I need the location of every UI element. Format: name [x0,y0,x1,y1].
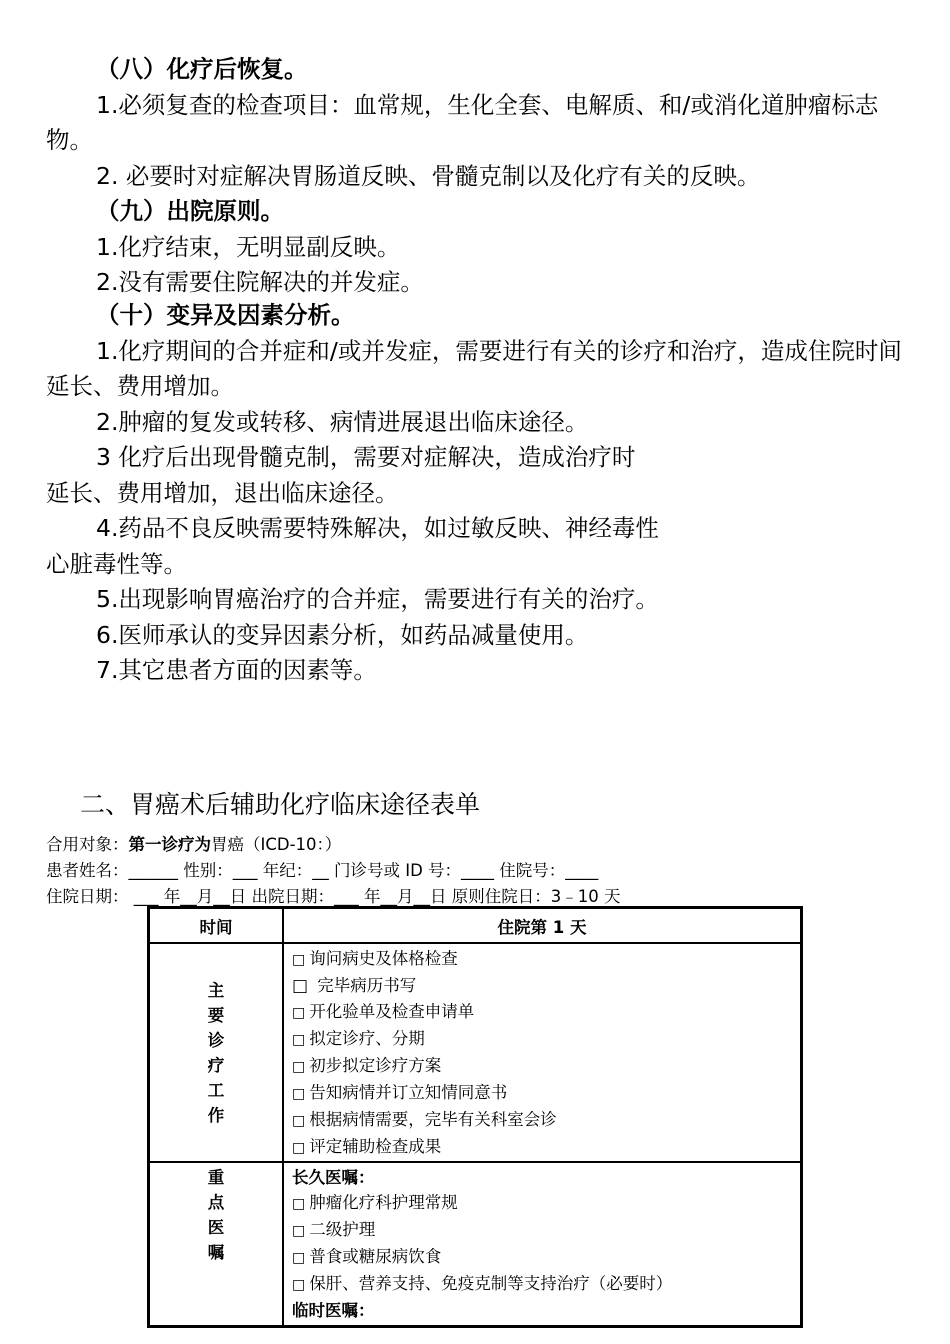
list-item: □ 肿瘤化疗科护理常规 [292,1190,792,1217]
label-key-orders [149,1162,283,1326]
label-char: 诊 [207,1030,225,1050]
list-item: □ 评定辅助检查成果 [292,1134,792,1161]
checkbox-icon[interactable]: □ [292,952,306,968]
label-char: 主 [207,980,225,1000]
label-char: 点 [207,1193,225,1212]
section-nine-line-2: 2.没有需要住院解决的并发症。 [96,268,424,296]
list-item: □ 完毕病历书写 [292,973,792,999]
table-header-row [149,908,801,943]
section-ten-line-4-cont: 心脏毒性等。 [46,549,187,578]
applicable-label: 合用对象： [46,835,129,854]
checkbox-icon[interactable]: □ [292,1250,306,1266]
patient-info [46,832,620,910]
pathway-table [147,906,803,1328]
header-time: 时间 [149,908,283,943]
diagnosis-label: 第一诊疗为 [128,835,211,854]
section-ten-line-5: 5.出现影响胃癌治疗的合并症，需要进行有关的治疗。 [96,585,659,613]
list-item: □ 保肝、营养支持、免疫克制等支持治疗（必要时） [292,1271,792,1298]
checkbox-icon[interactable]: □ [292,976,309,996]
info-line-1 [46,832,620,858]
section-ten-line-7: 7.其它患者方面的因素等。 [96,656,377,684]
section-eight-line-2: 2. 必要时对症解决胃肠道反映、骨髓克制以及化疗有关的反映。 [96,161,761,190]
checkbox-icon[interactable]: □ [292,1005,306,1021]
section-ten-line-6: 6.医师承认的变异因素分析，如药品减量使用。 [96,620,589,649]
label-char: 医 [207,1218,225,1237]
checkbox-icon[interactable]: □ [292,1032,306,1048]
section-ten [46,298,916,689]
checkbox-icon[interactable]: □ [292,1196,306,1212]
list-item: □ 询问病史及体格检查 [292,946,792,973]
section-nine [46,194,916,301]
label-char: 嘱 [207,1243,225,1262]
section-eight-line-1: 1.必须复查的检查项目：血常规，生化全套、电解质、和/或消化道肿瘤标志物。 [46,90,879,154]
section-nine-line-1: 1.化疗结束，无明显副反映。 [96,232,401,261]
label-char: 作 [207,1105,225,1125]
label-char: 要 [207,1005,225,1025]
section-ten-heading: （十）变异及因素分析。 [96,301,355,329]
label-main-work [149,943,283,1162]
checkbox-icon[interactable]: □ [292,1140,306,1156]
section-ten-line-3-cont: 延长、费用增加，退出临床途径。 [46,478,399,507]
main-work-items [283,943,801,1162]
header-day-1: 住院第 1 天 [283,908,801,943]
list-item: □ 拟定诊疗、分期 [292,1026,792,1053]
section-ten-line-1: 1.化疗期间的合并症和/或并发症，需要进行有关的诊疗和治疗，造成住院时间延长、费用增加。 [46,336,902,400]
temporary-orders-heading: 临时医嘱： [292,1301,375,1320]
long-term-orders-heading: 长久医嘱： [292,1168,375,1187]
diagnosis-value: 胃癌（ICD-10：） [211,835,342,854]
list-item: □ 普食或糖尿病饮食 [292,1244,792,1271]
section-ten-line-4: 4.药品不良反映需要特殊解决，如过敏反映、神经毒性 [96,514,659,542]
checkbox-icon[interactable]: □ [292,1277,306,1293]
section-ten-line-2: 2.肿瘤的复发或转移、病情进展退出临床途径。 [96,407,589,436]
checkbox-icon[interactable]: □ [292,1059,306,1075]
section-eight [46,52,916,194]
label-char: 工 [207,1080,225,1100]
section-nine-heading: （九）出院原则。 [96,197,284,225]
key-orders-items [283,1162,801,1326]
label-char: 疗 [207,1055,225,1075]
list-item: □ 根据病情需要，完毕有关科室会诊 [292,1107,792,1134]
info-line-2: 患者姓名：______ 性别：___ 年纪：__ 门诊号或 ID 号：____ 住院号：____ [46,861,599,880]
list-item: □ 开化验单及检查申请单 [292,999,792,1026]
info-line-3: 住院日期： ___ 年__月__日 出院日期：___ 年__月__日 原则住院日：3﹣10 天 [46,887,621,906]
list-item: □ 二级护理 [292,1217,792,1244]
checkbox-icon[interactable]: □ [292,1223,306,1239]
form-title: 二、胃癌术后辅助化疗临床途径表单 [80,790,481,819]
label-char: 重 [207,1168,225,1187]
checkbox-icon[interactable]: □ [292,1113,306,1129]
table-row-main-work [149,943,801,1162]
section-ten-line-3: 3 化疗后出现骨髓克制，需要对症解决，造成治疗时 [96,443,636,471]
list-item: □ 告知病情并订立知情同意书 [292,1080,792,1107]
table-row-key-orders [149,1162,801,1326]
section-eight-heading: （八）化疗后恢复。 [96,55,308,83]
list-item: □ 初步拟定诊疗方案 [292,1053,792,1080]
checkbox-icon[interactable]: □ [292,1086,306,1102]
